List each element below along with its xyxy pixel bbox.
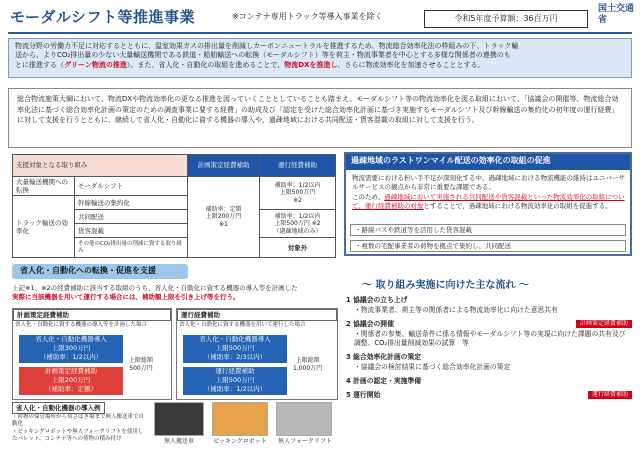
agv-image	[154, 402, 204, 436]
op-limit-1: 上限500万円	[279, 189, 316, 197]
step-1: 1 協議会の立ち上げ	[346, 296, 408, 304]
plan-cell	[188, 177, 260, 258]
b1d: 計画策定経費補助	[45, 367, 97, 375]
step-5: 5 運行開始	[346, 390, 381, 399]
tag-plan: 計画策定経費補助	[576, 320, 632, 329]
automation-t1: 上記※1、※2の経費補助に該当する取組のうち、省人化・自動化に資する機器の導入等を計画した	[12, 284, 298, 292]
green-logistics-text: グリーン物流の推進	[64, 60, 127, 69]
op-cell-1	[260, 177, 336, 210]
step-2-text: ・関係者の参集、輸送条件に係る情報やモーダルシフト等の実現に向けた課題の共有及び調整、CO₂排出量削減効果の試算 等	[354, 329, 626, 348]
plan-cost-block	[19, 367, 123, 395]
op-subsidy-box	[176, 308, 338, 400]
plan-note: ※1	[219, 220, 228, 228]
lim1b: 500万円	[129, 364, 153, 372]
step-3-text: ・協議会の検討結果に基づく総合効率化計画の策定	[354, 363, 511, 372]
automation-text	[12, 284, 322, 303]
flow-heading: 〜 取り組み実施に向けた主な流れ 〜	[362, 280, 529, 291]
op-cell-2	[260, 210, 336, 238]
page-title: モーダルシフト等推進事業	[10, 8, 196, 26]
row-joint: 共同配送	[75, 210, 188, 224]
row-mass-transport: 大量輸送機関への転換	[13, 177, 75, 196]
budget-box: 令和5年度予算額：36百万円	[424, 10, 588, 28]
intro-l3c: ）。また、省人化・自動化の取組を進めることで、	[126, 60, 285, 69]
intro-box	[8, 38, 632, 78]
step-4: 4 計画の認定・実施準備	[346, 376, 422, 385]
op-rate-1: 補助率：1/2以内	[274, 181, 321, 189]
page-subtitle: ※コンテナ専用トラック等導入事業を除く	[232, 12, 383, 21]
flow-steps	[346, 296, 632, 401]
automation-heading: 省人化・自動化への転換・促進を支援	[12, 264, 188, 279]
lastmile-t2a: このため、	[352, 192, 385, 201]
op-rate-2: 補助率：1/2以内	[274, 212, 321, 220]
intro-l3e: 、さらに物流効率化を加速させることとする。	[337, 60, 485, 69]
lastmile-text	[352, 174, 628, 212]
lim2: 上限総額	[295, 357, 320, 364]
b1c: （補助率：1/2以内）	[39, 352, 103, 361]
th-operation: 運行経費補助	[260, 155, 336, 177]
examples-text	[12, 414, 148, 444]
op-excluded: 対象外	[260, 238, 336, 258]
cap2: ピッキングロボット	[213, 438, 267, 445]
step-2: 2 協議会の開催	[346, 319, 394, 328]
intro-line2: 送から、よりCO₂排出量の少ない大量輸送機関である鉄道・船舶輸送への転換（モーダルシフト）等を荷主・物流事業者を中心とする多様な関係者の連携のも	[15, 51, 511, 60]
lastmile-t2	[352, 193, 628, 212]
lim2b: 1,000万円	[293, 364, 323, 372]
b2e: 上限500万円	[215, 375, 255, 384]
body-text: 総合物流施策大綱において、物流DXや物流効率化の更なる推進を図っていくこととしていることも踏まえ、モーダルシフト等の物流効率化を図る取組において、「協議会の開催等、物流総合効率化法に基づく総合効率化計画の策定のための調査事業に要する経費」の助成及び「認定を受けた総合効率化計画に基づき実施するモーダルシフト及び幹線輸送の集約化の初年度の運行経費」に対して支援を行うとともに、継続して省人化・自動化に資する機器の導入や、過疎地域における共同配送・貨客混載の取組に対して支援を行う。	[8, 88, 632, 148]
plan-subsidy-label: 計画策定経費補助	[13, 309, 171, 321]
lastmile-item-1: ・路線バスや鉄道等を活用した貨客混載	[350, 224, 626, 236]
lastmile-box	[344, 152, 632, 256]
ministry-logo: 国土交通省	[598, 4, 635, 26]
plan-automation-block	[19, 335, 123, 363]
lim1: 上限総額	[129, 357, 154, 364]
b1a: 省人化・自動化機器導入	[35, 335, 107, 343]
op-subsidy-label: 運行経費補助	[177, 309, 337, 321]
cap3: 無人フォークリフト	[278, 438, 332, 445]
op-automation-block	[183, 335, 287, 363]
b2f: （補助率：1/2以内）	[203, 384, 267, 393]
op-subsidy-desc: 省人化・自動化に資する機器を用いて運行した場合	[179, 322, 306, 329]
row-truck: トラック輸送の効率化	[13, 196, 75, 258]
lastmile-item-2: ・複数の宅配事業者の荷物を拠点で集約し、共同配送	[350, 240, 626, 252]
b1f: （補助率：定額）	[45, 384, 97, 393]
op-total-limit	[293, 357, 322, 372]
b2b: 上限500万円	[215, 343, 255, 352]
op-note-2: （過疎地域のみ）	[273, 227, 322, 235]
examples-label: 省人化・自動化機器の導入例	[12, 402, 105, 414]
lastmile-title: 過疎地域のラストワンマイル配送の効率化の取組の促進	[346, 154, 630, 170]
plan-rate: 補助率：定額	[205, 205, 242, 213]
intro-line1: 物流分野の労働力不足に対応するとともに、温室効果ガスの排出量を削減しカーボンニュートラルを推進するため、物流総合効率化法の枠組みの下、トラック輸	[15, 42, 519, 50]
row-other: その他のCO₂排出量の削減に資する取り組み	[75, 238, 188, 258]
forklift-image	[276, 402, 332, 436]
th-target: 支援対象となる取り組み	[13, 155, 188, 177]
examples-area	[12, 402, 338, 448]
op-note-1: ※2	[293, 196, 302, 204]
b2d: 運行経費補助	[215, 367, 255, 375]
lastmile-t2b: 過疎地域において実施される共同配送や貨客混載といった物流効率化の取組について、運行経費補助の対象	[352, 192, 625, 211]
row-trunk: 幹線輸送の集約化	[75, 196, 188, 210]
plan-subsidy-box	[12, 308, 172, 400]
intro-line3	[15, 61, 625, 70]
cap1: 無人搬送車	[163, 438, 194, 445]
step-3: 3 総合効率化計画の策定	[346, 353, 422, 362]
tag-operation: 運行経費補助	[588, 391, 632, 400]
intro-l3a: とに推進する（	[15, 60, 64, 69]
lastmile-t1: 物流需要における担い手不足が深刻化する中、過疎地域における物流機能の維持はユニバーサルサービスの観点から非常に重要な課題である。	[352, 174, 625, 192]
robot-image	[212, 402, 268, 436]
support-table	[12, 154, 336, 258]
b1b: 上限300万円	[51, 343, 91, 352]
b2c: （補助率：2/3以内）	[203, 352, 267, 361]
th-plan: 計画策定経費補助	[188, 155, 260, 177]
logistics-dx-text: 物流DXを推進し	[284, 60, 338, 69]
ex1: ・荷物の保管場所から荷さばき場まで無人搬送車で自動化	[12, 414, 145, 428]
row-mixed: 貨客混載	[75, 224, 188, 238]
ex2: ・ピッキングロボットや無人フォークリフトを使用したパレット、コンテナ等への荷物の積み付け	[12, 428, 144, 443]
lastmile-t2c: とすることで、過疎地域における物流効率化の取組を促進する。	[423, 202, 612, 211]
b1e: 上限200万円	[51, 375, 91, 384]
automation-t2: 実際に当該機器を用いて運行する場合には、補助額上限を引き上げ等を行う。	[12, 293, 240, 302]
title-divider	[8, 32, 632, 34]
op-limit-2: 上限500万円 ※2	[274, 220, 321, 227]
plan-limit: 上限200万円	[205, 213, 242, 221]
plan-total-limit	[129, 357, 153, 372]
op-cost-block	[183, 367, 287, 395]
b2a: 省人化・自動化機器導入	[199, 335, 271, 343]
row-modal-shift: モーダルシフト	[75, 177, 188, 196]
step-1-text: ・物流事業者、荷主等の関係者による物流効率化に向けた意思共有	[354, 305, 558, 314]
plan-subsidy-desc: 省人化・自動化に資する機器の導入等を計画した場合	[15, 322, 148, 329]
